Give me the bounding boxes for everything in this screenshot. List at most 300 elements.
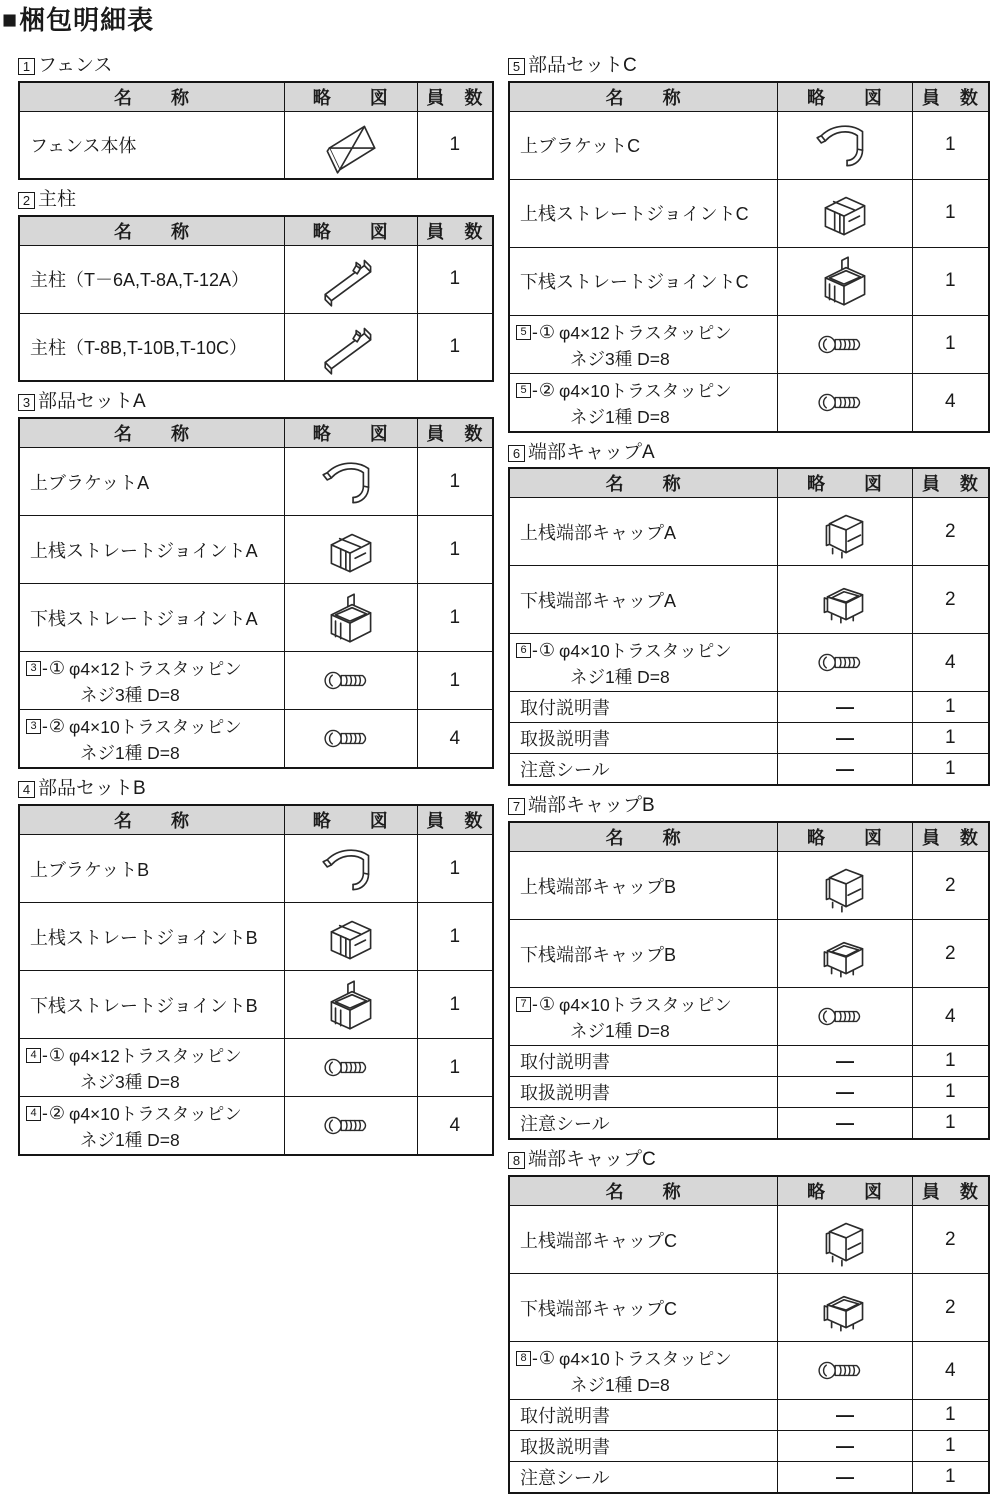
table-number-box: 3 bbox=[18, 394, 35, 411]
ref-number-box: 8 bbox=[516, 1351, 531, 1366]
part-name-cell bbox=[19, 835, 284, 903]
upper-end-cap-icon bbox=[812, 857, 878, 915]
part-name: φ4×10トラスタッピン bbox=[558, 380, 732, 401]
lower-rail-joint-icon bbox=[318, 589, 384, 647]
screw-icon bbox=[322, 726, 380, 751]
part-name: φ4×10トラスタッピン bbox=[558, 1349, 732, 1370]
sketch-cell bbox=[778, 920, 912, 988]
part-name: 下桟端部キャップB bbox=[520, 944, 677, 965]
sketch-cell bbox=[778, 566, 912, 634]
part-name: 取付説明書 bbox=[520, 698, 610, 719]
table-label bbox=[18, 189, 494, 212]
parts-table bbox=[508, 1175, 990, 1494]
post-icon bbox=[318, 318, 384, 376]
qty-cell: 2 bbox=[912, 852, 989, 920]
qty-cell: 2 bbox=[912, 566, 989, 634]
part-name-cell bbox=[509, 247, 778, 315]
qty-cell: 1 bbox=[912, 315, 989, 373]
parts-table bbox=[18, 215, 494, 383]
page-title bbox=[2, 6, 990, 36]
ref-separator: - bbox=[42, 1045, 48, 1066]
dash-glyph: — bbox=[835, 696, 854, 717]
part-name: 注意シール bbox=[520, 1114, 610, 1135]
screw-icon bbox=[816, 390, 874, 415]
table-row bbox=[509, 754, 989, 786]
part-name: 下桟ストレートジョイントA bbox=[30, 608, 258, 629]
part-name-cell bbox=[509, 1046, 778, 1077]
part-name: φ4×12トラスタッピン bbox=[558, 322, 732, 343]
part-name-cell bbox=[19, 1097, 284, 1156]
parts-table bbox=[18, 417, 494, 769]
ref-number-box: 3 bbox=[26, 661, 41, 676]
table-row bbox=[509, 373, 989, 432]
table-row bbox=[19, 835, 493, 903]
qty-cell: 1 bbox=[417, 245, 493, 313]
part-name: φ4×10トラスタッピン bbox=[68, 1104, 242, 1125]
screw-spec-line1 bbox=[516, 320, 777, 345]
table-section-3 bbox=[18, 386, 494, 769]
screw-spec-line1 bbox=[516, 1346, 777, 1371]
upper-rail-joint-icon bbox=[812, 184, 878, 242]
sketch-cell bbox=[284, 903, 417, 971]
sketch-cell bbox=[778, 692, 912, 723]
header-name: 名 称 bbox=[19, 216, 284, 246]
ref-number-box: 7 bbox=[516, 997, 531, 1012]
part-name-cell bbox=[19, 903, 284, 971]
table-label bbox=[508, 55, 990, 78]
dash-glyph: — bbox=[835, 1081, 854, 1102]
qty-cell: 1 bbox=[417, 111, 493, 179]
screw-spec-line2: ネジ1種 D=8 bbox=[570, 1021, 670, 1042]
header-sketch: 略 図 bbox=[284, 418, 417, 448]
part-name-cell bbox=[509, 179, 778, 247]
header-row bbox=[19, 418, 493, 448]
part-name-cell bbox=[19, 516, 284, 584]
screw-icon bbox=[816, 650, 874, 675]
ref-separator: - bbox=[532, 994, 538, 1015]
table-row bbox=[509, 498, 989, 566]
table-number-box: 6 bbox=[508, 445, 525, 462]
part-name-cell bbox=[19, 710, 284, 769]
header-name: 名 称 bbox=[509, 822, 778, 852]
table-label bbox=[508, 442, 990, 465]
ref-separator: - bbox=[42, 1103, 48, 1124]
screw-spec-line2: ネジ1種 D=8 bbox=[570, 406, 670, 427]
table-title: 端部キャップA bbox=[528, 441, 655, 463]
sketch-cell bbox=[778, 852, 912, 920]
table-row bbox=[19, 584, 493, 652]
qty-cell: 1 bbox=[417, 584, 493, 652]
qty-cell: 1 bbox=[417, 516, 493, 584]
parts-table bbox=[508, 821, 990, 1140]
part-name-cell bbox=[509, 111, 778, 179]
part-name: 上ブラケットC bbox=[520, 136, 641, 157]
screw-spec-line1 bbox=[26, 656, 284, 681]
sketch-cell bbox=[778, 179, 912, 247]
table-row bbox=[509, 315, 989, 373]
screw-icon bbox=[322, 668, 380, 693]
qty-cell: 1 bbox=[912, 247, 989, 315]
ref-circled-number: ① bbox=[48, 1045, 65, 1066]
part-name-cell bbox=[509, 988, 778, 1046]
part-name-cell bbox=[19, 448, 284, 516]
part-name: 下桟ストレートジョイントB bbox=[30, 995, 258, 1016]
part-name-cell bbox=[509, 1431, 778, 1462]
part-name: 上桟端部キャップB bbox=[520, 876, 677, 897]
table-row bbox=[19, 245, 493, 313]
part-name: 下桟端部キャップA bbox=[520, 590, 677, 611]
part-name: 取扱説明書 bbox=[520, 729, 610, 750]
ref-circled-number: ① bbox=[538, 1348, 555, 1369]
sketch-cell bbox=[284, 1097, 417, 1156]
qty-cell: 1 bbox=[912, 1431, 989, 1462]
part-name: フェンス本体 bbox=[30, 135, 137, 156]
part-name-cell bbox=[19, 1039, 284, 1097]
parts-table bbox=[508, 467, 990, 786]
sketch-cell bbox=[778, 988, 912, 1046]
part-name-cell bbox=[509, 1077, 778, 1108]
part-name: 上桟ストレートジョイントC bbox=[520, 204, 749, 225]
part-name: 上桟端部キャップC bbox=[520, 1230, 677, 1251]
header-sketch: 略 図 bbox=[778, 468, 912, 498]
qty-cell: 1 bbox=[912, 1108, 989, 1140]
sketch-cell bbox=[778, 498, 912, 566]
dash-glyph: — bbox=[835, 1112, 854, 1133]
table-row bbox=[509, 1431, 989, 1462]
header-sketch: 略 図 bbox=[284, 82, 417, 112]
lower-end-cap-icon bbox=[812, 925, 878, 983]
part-name: φ4×10トラスタッピン bbox=[68, 717, 242, 738]
left-column bbox=[18, 50, 494, 1160]
screw-spec-line2: ネジ1種 D=8 bbox=[570, 667, 670, 688]
upper-end-cap-icon bbox=[812, 503, 878, 561]
qty-cell: 4 bbox=[912, 1342, 989, 1400]
sketch-cell bbox=[778, 111, 912, 179]
qty-cell: 2 bbox=[912, 920, 989, 988]
part-name: 上桟ストレートジョイントB bbox=[30, 927, 258, 948]
ref-number-box: 3 bbox=[26, 719, 41, 734]
qty-cell: 1 bbox=[912, 692, 989, 723]
qty-cell: 1 bbox=[417, 903, 493, 971]
qty-cell: 1 bbox=[912, 1400, 989, 1431]
screw-spec-line1 bbox=[516, 378, 777, 403]
table-row bbox=[19, 1039, 493, 1097]
qty-cell: 2 bbox=[912, 1274, 989, 1342]
table-row bbox=[509, 1046, 989, 1077]
header-name: 名 称 bbox=[19, 82, 284, 112]
ref-number-box: 4 bbox=[26, 1048, 41, 1063]
screw-icon bbox=[322, 1055, 380, 1080]
part-name-cell bbox=[509, 498, 778, 566]
dash-glyph: — bbox=[835, 758, 854, 779]
table-number-box: 7 bbox=[508, 798, 525, 815]
header-row bbox=[509, 822, 989, 852]
ref-circled-number: ① bbox=[538, 321, 555, 342]
table-title: 主柱 bbox=[38, 189, 77, 211]
ref-number-box: 6 bbox=[516, 643, 531, 658]
part-name-cell bbox=[509, 1274, 778, 1342]
ref-circled-number: ② bbox=[48, 1103, 65, 1124]
table-row bbox=[19, 516, 493, 584]
header-qty: 員 数 bbox=[912, 1176, 989, 1206]
ref-separator: - bbox=[42, 716, 48, 737]
sketch-cell bbox=[778, 634, 912, 692]
screw-spec-line1 bbox=[26, 714, 284, 739]
table-title: 端部キャップC bbox=[528, 1149, 656, 1171]
header-sketch: 略 図 bbox=[778, 82, 912, 112]
lower-rail-joint-icon bbox=[812, 252, 878, 310]
table-row bbox=[509, 988, 989, 1046]
table-row bbox=[509, 723, 989, 754]
part-name-cell bbox=[509, 723, 778, 754]
ref-circled-number: ① bbox=[538, 994, 555, 1015]
screw-icon bbox=[816, 332, 874, 357]
title-square-marker: ■ bbox=[2, 6, 19, 35]
part-name-cell bbox=[509, 692, 778, 723]
ref-circled-number: ① bbox=[538, 640, 555, 661]
sketch-cell bbox=[778, 1274, 912, 1342]
part-name: 下桟端部キャップC bbox=[520, 1298, 677, 1319]
parts-table bbox=[18, 81, 494, 181]
table-row bbox=[19, 1097, 493, 1156]
header-qty: 員 数 bbox=[417, 216, 493, 246]
qty-cell: 2 bbox=[912, 1206, 989, 1274]
ref-separator: - bbox=[532, 379, 538, 400]
lower-rail-joint-icon bbox=[318, 976, 384, 1034]
table-row bbox=[19, 903, 493, 971]
page-title-text: 梱包明細表 bbox=[19, 5, 155, 35]
dash-glyph: — bbox=[835, 1050, 854, 1071]
sketch-cell bbox=[284, 584, 417, 652]
part-name-cell bbox=[509, 1206, 778, 1274]
ref-number-box: 4 bbox=[26, 1106, 41, 1121]
table-row bbox=[509, 1400, 989, 1431]
part-name-cell bbox=[509, 1400, 778, 1431]
table-row bbox=[509, 179, 989, 247]
table-row bbox=[19, 652, 493, 710]
part-name-cell bbox=[19, 652, 284, 710]
part-name: 主柱（T-8B,T-10B,T-10C） bbox=[30, 338, 248, 359]
sketch-cell bbox=[284, 835, 417, 903]
part-name: 取扱説明書 bbox=[520, 1437, 610, 1458]
ref-circled-number: ② bbox=[48, 716, 65, 737]
qty-cell: 1 bbox=[912, 111, 989, 179]
table-label bbox=[508, 795, 990, 818]
header-row bbox=[19, 82, 493, 112]
qty-cell: 4 bbox=[417, 1097, 493, 1156]
header-row bbox=[19, 805, 493, 835]
table-section-2 bbox=[18, 184, 494, 382]
table-title: フェンス bbox=[38, 54, 113, 76]
screw-spec-line2: ネジ1種 D=8 bbox=[80, 743, 180, 764]
top-bracket-icon bbox=[318, 840, 384, 898]
part-name-cell bbox=[509, 852, 778, 920]
screw-spec-line2: ネジ3種 D=8 bbox=[80, 1072, 180, 1093]
header-sketch: 略 図 bbox=[284, 216, 417, 246]
table-row bbox=[509, 1077, 989, 1108]
lower-end-cap-icon bbox=[812, 1279, 878, 1337]
header-sketch: 略 図 bbox=[284, 805, 417, 835]
sketch-cell bbox=[284, 448, 417, 516]
table-row bbox=[19, 448, 493, 516]
part-name-cell bbox=[509, 1462, 778, 1494]
table-row bbox=[509, 1342, 989, 1400]
header-qty: 員 数 bbox=[912, 82, 989, 112]
dash-glyph: — bbox=[835, 1404, 854, 1425]
part-name-cell bbox=[509, 920, 778, 988]
screw-spec-line2: ネジ3種 D=8 bbox=[80, 685, 180, 706]
part-name-cell bbox=[509, 373, 778, 432]
table-title: 部品セットB bbox=[38, 778, 146, 800]
table-row bbox=[509, 1108, 989, 1140]
screw-spec-line1 bbox=[516, 992, 777, 1017]
qty-cell: 1 bbox=[912, 1077, 989, 1108]
upper-rail-joint-icon bbox=[318, 908, 384, 966]
qty-cell: 1 bbox=[417, 652, 493, 710]
table-row bbox=[509, 111, 989, 179]
ref-separator: - bbox=[532, 1348, 538, 1369]
part-name-cell bbox=[509, 1342, 778, 1400]
qty-cell: 1 bbox=[912, 754, 989, 786]
header-sketch: 略 図 bbox=[778, 822, 912, 852]
sketch-cell bbox=[284, 313, 417, 381]
sketch-cell bbox=[284, 245, 417, 313]
qty-cell: 1 bbox=[417, 448, 493, 516]
header-name: 名 称 bbox=[509, 468, 778, 498]
part-name: 注意シール bbox=[520, 760, 610, 781]
ref-circled-number: ② bbox=[538, 379, 555, 400]
part-name-cell bbox=[19, 111, 284, 179]
qty-cell: 1 bbox=[912, 179, 989, 247]
part-name: φ4×12トラスタッピン bbox=[68, 1046, 242, 1067]
part-name-cell bbox=[19, 245, 284, 313]
table-label bbox=[18, 778, 494, 801]
ref-number-box: 5 bbox=[516, 325, 531, 340]
qty-cell: 1 bbox=[912, 1462, 989, 1494]
header-row bbox=[509, 82, 989, 112]
header-sketch: 略 図 bbox=[778, 1176, 912, 1206]
dash-glyph: — bbox=[835, 1466, 854, 1487]
sketch-cell bbox=[284, 1039, 417, 1097]
header-name: 名 称 bbox=[509, 82, 778, 112]
part-name: φ4×12トラスタッピン bbox=[68, 659, 242, 680]
sketch-cell bbox=[284, 710, 417, 769]
table-section-7 bbox=[508, 790, 990, 1140]
sketch-cell bbox=[284, 516, 417, 584]
screw-icon bbox=[322, 1113, 380, 1138]
part-name-cell bbox=[509, 634, 778, 692]
qty-cell: 4 bbox=[912, 634, 989, 692]
parts-table bbox=[508, 81, 990, 433]
qty-cell: 1 bbox=[417, 313, 493, 381]
header-qty: 員 数 bbox=[912, 822, 989, 852]
header-qty: 員 数 bbox=[417, 805, 493, 835]
table-row bbox=[509, 852, 989, 920]
screw-spec-line2: ネジ1種 D=8 bbox=[570, 1375, 670, 1396]
part-name: 上桟ストレートジョイントA bbox=[30, 540, 258, 561]
lower-end-cap-icon bbox=[812, 571, 878, 629]
part-name: 取付説明書 bbox=[520, 1406, 610, 1427]
sketch-cell bbox=[284, 652, 417, 710]
table-row bbox=[509, 920, 989, 988]
sketch-cell bbox=[778, 1206, 912, 1274]
table-label bbox=[508, 1149, 990, 1172]
header-row bbox=[509, 1176, 989, 1206]
part-name-cell bbox=[19, 313, 284, 381]
header-qty: 員 数 bbox=[417, 82, 493, 112]
header-row bbox=[509, 468, 989, 498]
sketch-cell bbox=[778, 247, 912, 315]
screw-spec-line1 bbox=[516, 638, 777, 663]
part-name: 主柱（T－6A,T-8A,T-12A） bbox=[30, 270, 250, 291]
ref-separator: - bbox=[42, 658, 48, 679]
screw-spec-line1 bbox=[26, 1101, 284, 1126]
top-bracket-icon bbox=[318, 453, 384, 511]
table-label bbox=[18, 391, 494, 414]
qty-cell: 1 bbox=[417, 971, 493, 1039]
table-row bbox=[19, 111, 493, 179]
screw-spec-line2: ネジ3種 D=8 bbox=[570, 348, 670, 369]
table-row bbox=[509, 1206, 989, 1274]
table-section-8 bbox=[508, 1144, 990, 1494]
part-name: 取付説明書 bbox=[520, 1052, 610, 1073]
ref-separator: - bbox=[532, 321, 538, 342]
part-name-cell bbox=[19, 971, 284, 1039]
qty-cell: 2 bbox=[912, 498, 989, 566]
header-name: 名 称 bbox=[19, 805, 284, 835]
table-number-box: 5 bbox=[508, 58, 525, 75]
sketch-cell bbox=[284, 971, 417, 1039]
table-row bbox=[509, 566, 989, 634]
sketch-cell bbox=[778, 1400, 912, 1431]
part-name: 下桟ストレートジョイントC bbox=[520, 272, 749, 293]
ref-separator: - bbox=[532, 640, 538, 661]
sketch-cell bbox=[778, 754, 912, 786]
qty-cell: 4 bbox=[912, 373, 989, 432]
qty-cell: 4 bbox=[912, 988, 989, 1046]
part-name-cell bbox=[509, 566, 778, 634]
sketch-cell bbox=[778, 1462, 912, 1494]
header-name: 名 称 bbox=[19, 418, 284, 448]
part-name: 上ブラケットA bbox=[30, 472, 150, 493]
screw-icon bbox=[816, 1004, 874, 1029]
table-section-1 bbox=[18, 50, 494, 180]
part-name: 上ブラケットB bbox=[30, 859, 150, 880]
part-name: 上桟端部キャップA bbox=[520, 522, 677, 543]
screw-spec-line2: ネジ1種 D=8 bbox=[80, 1130, 180, 1151]
part-name-cell bbox=[509, 315, 778, 373]
sketch-cell bbox=[284, 111, 417, 179]
table-row bbox=[19, 313, 493, 381]
ref-circled-number: ① bbox=[48, 658, 65, 679]
sketch-cell bbox=[778, 1431, 912, 1462]
dash-glyph: — bbox=[835, 727, 854, 748]
header-qty: 員 数 bbox=[417, 418, 493, 448]
sketch-cell bbox=[778, 373, 912, 432]
table-title: 部品セットC bbox=[528, 54, 637, 76]
part-name: φ4×10トラスタッピン bbox=[558, 995, 732, 1016]
upper-rail-joint-icon bbox=[318, 521, 384, 579]
table-row bbox=[509, 634, 989, 692]
table-row bbox=[19, 710, 493, 769]
table-row bbox=[509, 1274, 989, 1342]
qty-cell: 1 bbox=[417, 835, 493, 903]
qty-cell: 1 bbox=[912, 723, 989, 754]
upper-end-cap-icon bbox=[812, 1211, 878, 1269]
table-number-box: 8 bbox=[508, 1152, 525, 1169]
screw-spec-line1 bbox=[26, 1043, 284, 1068]
part-name: φ4×10トラスタッピン bbox=[558, 641, 732, 662]
